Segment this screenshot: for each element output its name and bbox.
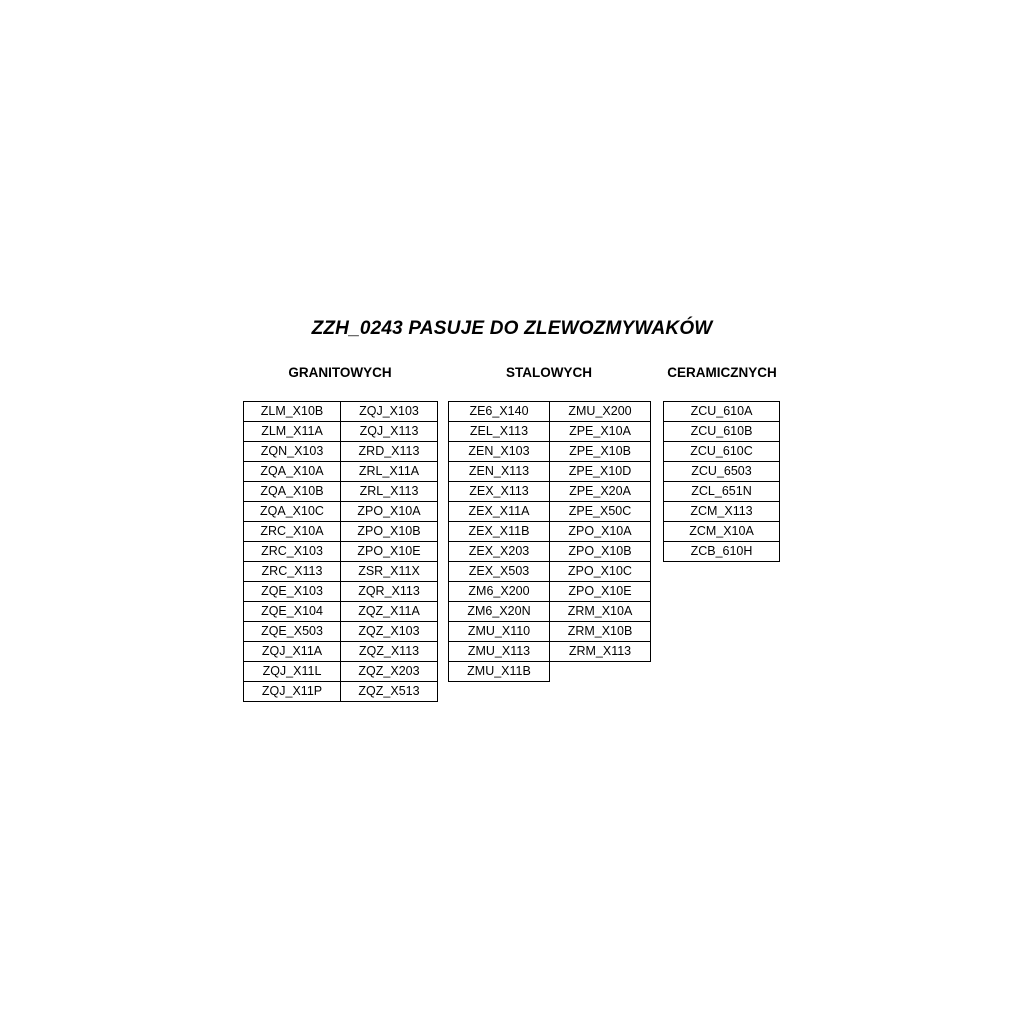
code-cell: ZQR_X113 [341, 582, 438, 602]
code-cell: ZPO_X10E [341, 542, 438, 562]
code-cell: ZQE_X103 [244, 582, 341, 602]
table-row [244, 642, 438, 662]
code-cell: ZCM_X113 [664, 502, 780, 522]
ceramic-heading: CERAMICZNYCH [667, 365, 777, 380]
table-row [244, 422, 438, 442]
code-cell: ZPO_X10A [341, 502, 438, 522]
code-cell: ZEX_X11B [449, 522, 550, 542]
table-row [244, 402, 438, 422]
code-cell: ZQA_X10A [244, 462, 341, 482]
code-cell: ZQZ_X103 [341, 622, 438, 642]
code-cell: ZQJ_X11L [244, 662, 341, 682]
table-row [664, 502, 780, 522]
code-cell: ZPE_X10A [550, 422, 651, 442]
code-cell: ZPE_X10D [550, 462, 651, 482]
code-cell: ZEL_X113 [449, 422, 550, 442]
table-row [664, 422, 780, 442]
table-row [664, 402, 780, 422]
table-row [449, 482, 651, 502]
table-row [449, 622, 651, 642]
ceramic-table [663, 401, 780, 562]
code-cell: ZQZ_X513 [341, 682, 438, 702]
steel-table [448, 401, 651, 682]
code-cell: ZRD_X113 [341, 442, 438, 462]
code-cell: ZQN_X103 [244, 442, 341, 462]
table-row [664, 522, 780, 542]
code-cell: ZCM_X10A [664, 522, 780, 542]
code-cell: ZEX_X203 [449, 542, 550, 562]
code-cell: ZQJ_X113 [341, 422, 438, 442]
table-row [664, 462, 780, 482]
table-row [664, 442, 780, 462]
table-row [244, 662, 438, 682]
code-cell: ZRM_X10A [550, 602, 651, 622]
code-cell: ZSR_X11X [341, 562, 438, 582]
code-cell: ZQJ_X11A [244, 642, 341, 662]
table-row [244, 502, 438, 522]
code-cell: ZCL_651N [664, 482, 780, 502]
code-cell: ZRM_X113 [550, 642, 651, 662]
code-cell: ZQJ_X11P [244, 682, 341, 702]
code-cell: ZCU_610B [664, 422, 780, 442]
code-cell: ZMU_X113 [449, 642, 550, 662]
code-cell: ZQZ_X203 [341, 662, 438, 682]
code-cell: ZRC_X103 [244, 542, 341, 562]
code-cell: ZPO_X10A [550, 522, 651, 542]
code-cell: ZEN_X103 [449, 442, 550, 462]
table-row [449, 462, 651, 482]
table-row [664, 482, 780, 502]
table-row [449, 602, 651, 622]
code-cell: ZMU_X110 [449, 622, 550, 642]
code-cell: ZPE_X20A [550, 482, 651, 502]
code-cell: ZQZ_X113 [341, 642, 438, 662]
table-row [449, 582, 651, 602]
table-row [449, 442, 651, 462]
code-cell: ZQA_X10C [244, 502, 341, 522]
table-row [244, 582, 438, 602]
code-cell: ZQE_X104 [244, 602, 341, 622]
code-cell: ZMU_X200 [550, 402, 651, 422]
code-cell: ZEX_X11A [449, 502, 550, 522]
code-cell: ZPO_X10E [550, 582, 651, 602]
code-cell: ZRM_X10B [550, 622, 651, 642]
code-cell: ZPE_X50C [550, 502, 651, 522]
code-cell: ZLM_X11A [244, 422, 341, 442]
code-cell: ZM6_X200 [449, 582, 550, 602]
code-cell: ZQE_X503 [244, 622, 341, 642]
table-row [449, 542, 651, 562]
code-cell: ZPE_X10B [550, 442, 651, 462]
table-row [244, 602, 438, 622]
table-row [664, 542, 780, 562]
table-row [244, 522, 438, 542]
code-cell: ZCU_610C [664, 442, 780, 462]
code-cell: ZQJ_X103 [341, 402, 438, 422]
table-row [449, 642, 651, 662]
code-cell: ZM6_X20N [449, 602, 550, 622]
code-cell: ZPO_X10B [341, 522, 438, 542]
code-cell: ZCU_610A [664, 402, 780, 422]
code-cell: ZEN_X113 [449, 462, 550, 482]
table-row [244, 622, 438, 642]
code-cell: ZMU_X11B [449, 662, 550, 682]
code-cell: ZRC_X10A [244, 522, 341, 542]
table-row [449, 502, 651, 522]
code-cell: ZRL_X11A [341, 462, 438, 482]
page-title: ZZH_0243 PASUJE DO ZLEWOZMYWAKÓW [311, 318, 713, 339]
table-row [449, 662, 651, 682]
code-cell: ZLM_X10B [244, 402, 341, 422]
table-row [449, 522, 651, 542]
code-cell: ZPO_X10C [550, 562, 651, 582]
code-cell [550, 662, 651, 682]
table-row [449, 402, 651, 422]
code-cell: ZRL_X113 [341, 482, 438, 502]
code-cell: ZQZ_X11A [341, 602, 438, 622]
code-cell: ZE6_X140 [449, 402, 550, 422]
code-cell: ZCU_6503 [664, 462, 780, 482]
table-row [244, 482, 438, 502]
table-row [449, 562, 651, 582]
granite-table [243, 401, 438, 702]
code-cell: ZQA_X10B [244, 482, 341, 502]
steel-heading: STALOWYCH [506, 365, 592, 380]
table-row [244, 442, 438, 462]
code-cell: ZPO_X10B [550, 542, 651, 562]
table-row [244, 462, 438, 482]
code-cell: ZEX_X503 [449, 562, 550, 582]
code-cell: ZEX_X113 [449, 482, 550, 502]
table-row [244, 542, 438, 562]
granite-heading: GRANITOWYCH [288, 365, 392, 380]
table-row [244, 682, 438, 702]
table-row [449, 422, 651, 442]
code-cell: ZRC_X113 [244, 562, 341, 582]
code-cell: ZCB_610H [664, 542, 780, 562]
table-row [244, 562, 438, 582]
